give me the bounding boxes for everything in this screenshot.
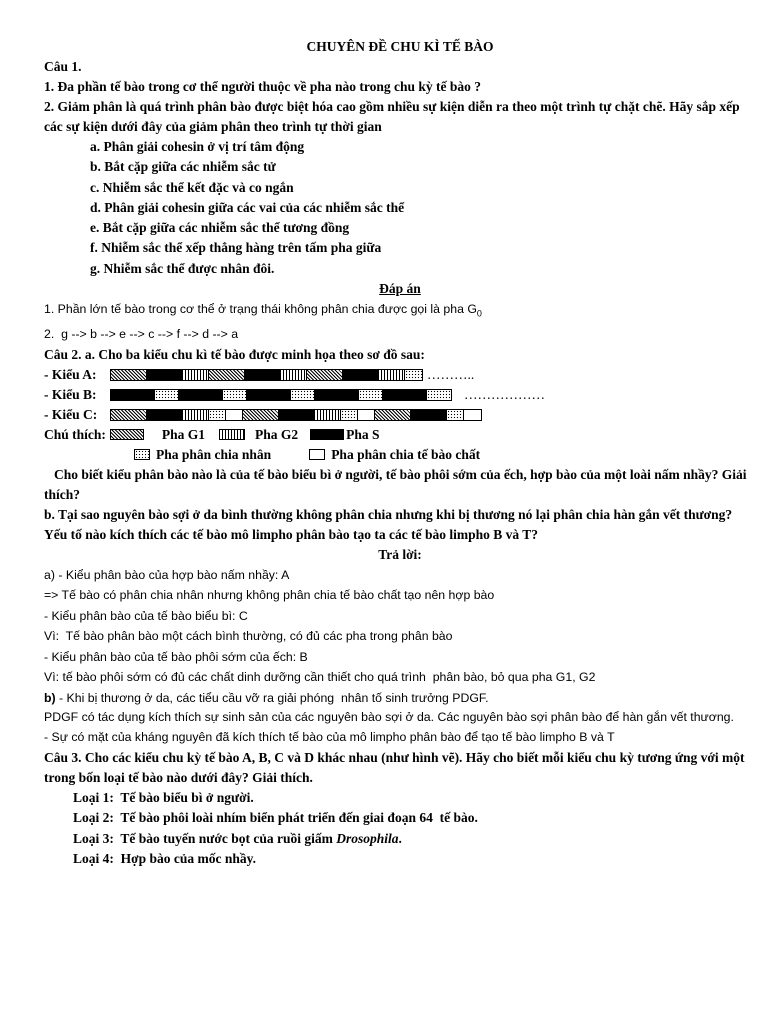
legend-g1-swatch (110, 429, 144, 440)
q2-answer-b-pdgf: PDGF có tác dụng kích thích sự sinh sản của các nguyên bào sợi ở da. Các nguyên bào sợi phân bào để hàn gắn vết thương. (44, 710, 734, 725)
legend-s-swatch (310, 429, 344, 440)
legend-chat-swatch (309, 449, 325, 460)
q1-option-g: g. Nhiễm sắc thể được nhân đôi. (90, 260, 275, 276)
kieu-b-phase-s (247, 390, 291, 400)
kieu-c-phase-g1 (243, 410, 279, 420)
kieu-a-phase-s (343, 370, 379, 380)
q3-loai-3-species: Drosophila (336, 830, 399, 846)
q1-answer-1-subscript: 0 (476, 308, 482, 319)
kieu-c-phase-s (147, 410, 183, 420)
q1-option-e: e. Bắt cặp giữa các nhiễm sắc thể tương đồng (90, 220, 350, 236)
kieu-a-phase-g2 (281, 370, 307, 380)
legend-row-1 (44, 425, 756, 445)
q2-question-b: b. Tại sao nguyên bào sợi ở da bình thường không phân chia nhưng khi bị thương nó lại phân chia hàn gắn vết thương? Yếu tố nào kích thích các tế bào mô limpho phân bào tạo ta các tế bào limpho B và T? (44, 506, 733, 542)
q3-loai-2: Loại 2: Tế bào phôi loài nhím biển phát triển đến giai đoạn 64 tế bào. (73, 810, 478, 826)
document-title: CHUYÊN ĐỀ CHU KÌ TẾ BÀO (306, 39, 494, 54)
kieu-b-phase-n (155, 390, 179, 400)
kieu-c-phase-c (226, 410, 243, 420)
legend-row-2 (44, 445, 756, 465)
kieu-a-bar (110, 369, 423, 381)
q1-option-b: b. Bắt cặp giữa các nhiễm sắc tử (90, 159, 276, 175)
kieu-b-phase-s (315, 390, 359, 400)
q3-heading: Câu 3. Cho các kiểu chu kỳ tế bào A, B, C và D khác nhau (như hình vẽ). Hãy cho biết mỗi kiểu chu kỳ tương ứng với một trong bốn loại tế bào nào dưới đây? Giải thích. (44, 749, 745, 785)
q2-heading: Câu 2. a. Cho ba kiểu chu kì tế bào được minh họa theo sơ đồ sau: (44, 346, 425, 362)
q3-loai-4: Loại 4: Hợp bào của mốc nhầy. (73, 851, 257, 867)
kieu-b-phase-s (383, 390, 427, 400)
q1-answer-1 (44, 299, 756, 324)
kieu-c-phase-c (464, 410, 481, 420)
q2-answer-line-2: => Tế bào có phân chia nhân nhưng không phân chia tế bào chất tạo nên hợp bào (44, 588, 495, 603)
kieu-a-phase-g2 (379, 370, 405, 380)
q1-option-a: a. Phân giải cohesin ở vị trí tâm động (90, 139, 305, 154)
kieu-b-label: - Kiểu B: (44, 386, 97, 402)
q2-answer-b-label: b) (44, 690, 56, 705)
legend-nhan-swatch (134, 449, 150, 460)
q3-loai-3-period: . (398, 830, 402, 846)
q2-question-a: Cho biết kiểu phân bào nào là của tế bào biểu bì ở người, tế bào phôi sớm của ếch, hợp bào của một loài nấm nhầy? Giải thích? (44, 466, 747, 502)
q3-loai-3-text: Loại 3: Tế bào tuyến nước bọt của ruồi giấm (73, 830, 337, 846)
kieu-b-phase-n (291, 390, 315, 400)
kieu-c-phase-g1 (111, 410, 147, 420)
kieu-b-row (44, 385, 756, 405)
kieu-c-phase-g2 (315, 410, 341, 420)
kieu-c-phase-n (447, 410, 464, 420)
kieu-c-phase-n (341, 410, 358, 420)
q1-answer-1-text: 1. Phần lớn tế bào trong cơ thể ở trạng thái không phân chia được gọi là pha G (44, 302, 477, 317)
kieu-c-phase-c (358, 410, 375, 420)
q1-option-c: c. Nhiễm sắc thể kết đặc và co ngắn (90, 179, 294, 195)
kieu-b-phase-n (223, 390, 247, 400)
q3-loai-3 (44, 829, 756, 850)
legend-label: Chú thích: (44, 426, 106, 442)
kieu-a-phase-s (147, 370, 183, 380)
legend-g1-text: Pha G1 (161, 426, 206, 442)
answer-heading: Đáp án (379, 281, 421, 297)
kieu-b-phase-n (427, 390, 451, 400)
kieu-c-bar (110, 409, 482, 421)
kieu-a-phase-g1 (209, 370, 245, 380)
q2-answer-line-6: Vì: tế bào phôi sớm có đủ các chất dinh dưỡng cần thiết cho quá trình phân bào, bỏ qua pha G1, G2 (44, 670, 596, 685)
kieu-a-phase-n (405, 370, 422, 380)
kieu-c-phase-s (279, 410, 315, 420)
legend-nhan-text: Pha phân chia nhân (156, 446, 272, 462)
kieu-a-phase-g1 (111, 370, 147, 380)
kieu-c-phase-s (411, 410, 447, 420)
kieu-c-row (44, 405, 756, 425)
q2-answer-b-last: - Sự có mặt của kháng nguyên đã kích thích tế bào của mô limpho phân bào để tạo tế bào limpho B và T (44, 730, 615, 745)
legend-g2-swatch (219, 429, 245, 440)
q1-answer-2: 2. g --> b --> e --> c --> f --> d --> a (44, 327, 239, 342)
kieu-a-phase-g1 (307, 370, 343, 380)
kieu-c-phase-g2 (183, 410, 209, 420)
kieu-a-dots: ……….. (427, 366, 475, 382)
kieu-a-row (44, 365, 756, 385)
q2-answer-line-1: a) - Kiểu phân bào của hợp bào nấm nhầy: A (44, 567, 290, 582)
kieu-b-phase-s (111, 390, 155, 400)
legend-s-text: Pha S (346, 426, 380, 442)
q2-answer-b-first-text: - Khi bị thương ở da, các tiểu cầu vỡ ra giải phóng nhân tố sinh trưởng PDGF. (55, 690, 489, 705)
q1-option-f: f. Nhiễm sắc thể xếp thẳng hàng trên tấm pha giữa (90, 240, 382, 256)
q1-part1: 1. Đa phần tế bào trong cơ thể người thuộc về pha nào trong chu kỳ tế bào ? (44, 79, 481, 94)
kieu-c-label: - Kiểu C: (44, 406, 98, 422)
q1-part2: 2. Giảm phân là quá trình phân bào được biệt hóa cao gồm nhiều sự kiện diễn ra theo một trình tự chặt chẽ. Hãy sắp xếp các sự kiện dưới đây của giảm phân theo trình tự thời gian (44, 99, 740, 134)
q2-answer-line-5: - Kiểu phân bào của tế bào phôi sớm của ếch: B (44, 649, 308, 664)
q2-answer-b-first (44, 688, 756, 709)
legend-g2-text: Pha G2 (255, 426, 299, 442)
kieu-c-phase-g1 (375, 410, 411, 420)
q1-options (44, 137, 756, 279)
tra-loi-heading: Trả lời: (378, 546, 422, 562)
q1-option-d: d. Phân giải cohesin giữa các vai của các nhiễm sắc thể (90, 199, 405, 215)
q3-loai-1: Loại 1: Tế bào biểu bì ở người. (73, 789, 254, 805)
kieu-b-phase-s (179, 390, 223, 400)
kieu-b-phase-n (359, 390, 383, 400)
q2-answer-line-4: Vì: Tế bào phân bào một cách bình thường, có đủ các pha trong phân bào (44, 629, 453, 644)
kieu-c-phase-n (209, 410, 226, 420)
legend-chat-text: Pha phân chia tế bào chất (331, 446, 481, 462)
document-page (44, 36, 756, 870)
kieu-a-label: - Kiểu A: (44, 366, 97, 382)
kieu-a-phase-s (245, 370, 281, 380)
kieu-b-dots: ……………… (464, 386, 545, 402)
kieu-b-bar (110, 389, 452, 401)
q2-answer-line-3: - Kiểu phân bào của tế bào biểu bì: C (44, 608, 248, 623)
kieu-a-phase-g2 (183, 370, 209, 380)
q1-heading: Câu 1. (44, 59, 82, 74)
